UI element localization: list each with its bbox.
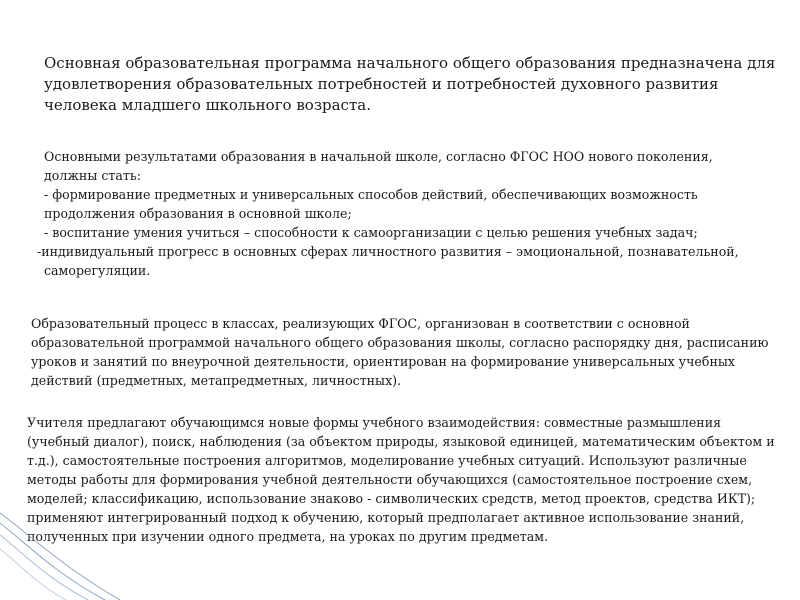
results-line: - воспитание умения учиться – способности к самоорганизации с целью решения учебных задач; [44,225,698,240]
teachers-line: моделей; классификацию, использование знаково - символических средств, метод проектов, средства ИКТ); [27,491,756,506]
teachers-paragraph [27,413,775,546]
intro-line: удовлетворения образовательных потребностей и потребностей духовного развития [44,75,719,93]
teachers-line: Учителя предлагают обучающимся новые формы учебного взаимодействия: совместные размышления [27,415,722,430]
process-line: уроков и занятий по внеурочной деятельности, ориентирован на формирование универсальных учебных [31,354,735,369]
teachers-line: применяют интегрированный подход к обучению, который предполагает активное использование знаний, [27,510,745,525]
results-line: должны стать: [44,168,141,183]
intro-line: человека младшего школьного возраста. [44,96,371,114]
intro-paragraph [44,53,775,116]
results-paragraph [37,147,739,280]
intro-line: Основная образовательная программа начального общего образования предназначена для [44,54,776,72]
process-line: Образовательный процесс в классах, реализующих ФГОС, организован в соответствии с основной [31,316,690,331]
teachers-line: (учебный диалог), поиск, наблюдения (за объектом природы, языковой единицей, математическим объектом и [27,434,775,449]
process-line: образовательной программой начального общего образования школы, согласно распорядку дня, расписанию [31,335,769,350]
results-line: саморегуляции. [44,263,151,278]
results-line: - формирование предметных и универсальных способов действий, обеспечивающих возможность [44,187,698,202]
process-line: действий (предметных, метапредметных, личностных). [31,373,402,388]
results-line: Основными результатами образования в начальной школе, согласно ФГОС НОО нового поколения, [44,149,713,164]
results-line: -индивидуальный прогресс в основных сферах личностного развития – эмоциональной, познавательной, [37,244,739,259]
teachers-line: методы работы для формирования учебной деятельности обучающихся (самостоятельное построение схем, [27,472,753,487]
process-paragraph [31,314,768,390]
teachers-line: т.д.), самостоятельные построения алгоритмов, моделирование учебных ситуаций. Используют различные [27,453,747,468]
teachers-line: полученных при изучении одного предмета, на уроках по другим предметам. [27,529,549,544]
results-line: продолжения образования в основной школе; [44,206,352,221]
corner-wave-decoration [0,505,120,600]
